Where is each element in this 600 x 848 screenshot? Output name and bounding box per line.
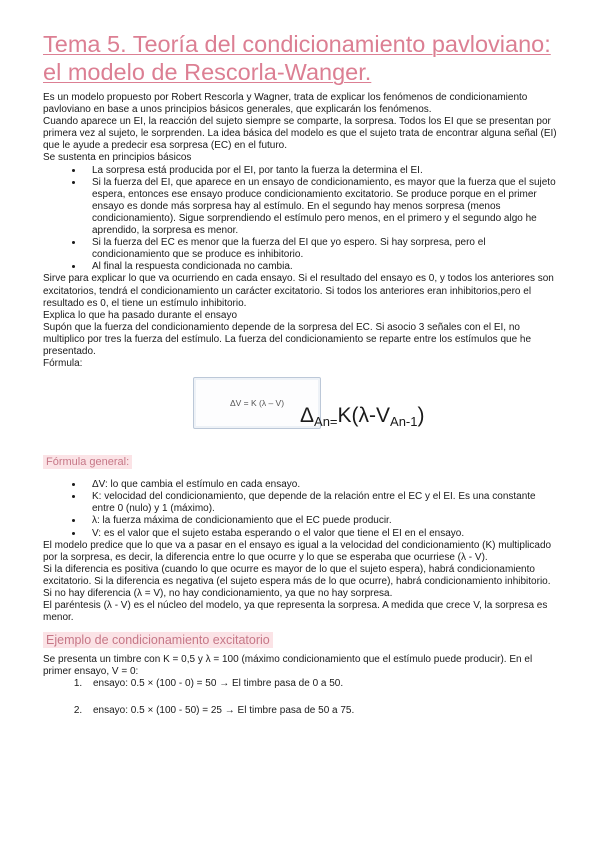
formula-expression <box>300 404 425 429</box>
formula-image-text: ΔV = K (λ – V) <box>229 398 285 409</box>
explanation-paragraph-3: El paréntesis (λ - V) es el núcleo del modelo, ya que representa la sorpresa. A medida que crece V, la sorpresa es menor. <box>43 600 548 624</box>
delta-subscript: An= <box>314 414 338 430</box>
intro-paragraph-1: Es un modelo propuesto por Robert Rescorla y Wagner, trata de explicar los fenómenos de condicionamiento pavloviano en base a unos principios básicos generales, que explicarán los fenómenos. <box>43 92 528 116</box>
page-title: Tema 5. Teoría del condicionamiento pavloviano: el modelo de Rescorla-Wanger. <box>43 31 551 85</box>
list-item: • La sorpresa está producida por el EI, por tanto la fuerza la determina el EI. <box>84 165 560 177</box>
formula-area <box>43 374 560 452</box>
formula-close: ) <box>417 404 425 428</box>
explanation-paragraph-1: El modelo predice que lo que va a pasar en el ensayo es igual a la velocidad del condicionamiento (K) multiplicado por la sorpresa, es decir, la diferencia entre lo que ocurre y lo que se esperaba que ocurriese (λ - V). <box>43 539 552 563</box>
list-item: • V: es el valor que el sujeto estaba esperando o el valor que tiene el EI en el ensayo. <box>84 528 560 540</box>
definitions-list <box>43 479 560 539</box>
list-item: 2. ensayo: 0.5 × (100 - 50) = 25 → El timbre pasa de 50 a 75. <box>85 705 560 717</box>
body-paragraph-3: Supón que la fuerza del condicionamiento depende de la sorpresa del EC. Si asocio 3 señales con el EI, no multiplico por tres la fuerza del estímulo. La fuerza del condicionamiento se reparte entre los estímulos que he presentado. <box>43 321 532 357</box>
example-intro: Se presenta un timbre con K = 0,5 y λ = 100 (máximo condicionamiento que el estímulo puede producir). En el primer ensayo, V = 0: <box>43 654 533 678</box>
trials-list <box>43 678 560 716</box>
list-item: • Si la fuerza del EI, que aparece en un ensayo de condicionamiento, es mayor que la fuerza que el sujeto espera, entonces ese ensayo produce condicionamiento excitatorio. Se produce porque en el primer ensayo es donde más sorpresa hay al estímulo. En el segundo hay menos sorpresa (menos condicionamiento). Sigue sorprendiendo el estímulo pero menos, en el primero y el segundo algo he aprendido, la sorpresa es menor. <box>84 177 560 237</box>
list-item: • Si la fuerza del EC es menor que la fuerza del EI que yo espero. Si hay sorpresa, pero el condicionamiento que se produce es inhibitorio. <box>84 237 560 261</box>
formula-subscript: An-1 <box>390 414 418 430</box>
list-item: • Al final la respuesta condicionada no cambia. <box>84 261 560 273</box>
list-item: • K: velocidad del condicionamiento, que depende de la relación entre el EC y el EI. Es una constante entre 0 (nulo) y 1 (máximo). <box>84 491 560 515</box>
formula-general-heading: Fórmula general: <box>43 455 132 469</box>
list-item: 1. ensayo: 0.5 × (100 - 0) = 50 → El timbre pasa de 0 a 50. <box>85 678 560 690</box>
principles-list <box>43 165 560 274</box>
body-paragraph-1: Sirve para explicar lo que va ocurriendo en cada ensayo. Si el resultado del ensayo es 0, y todos los anteriores son excitatorios, tendrá el condicionamiento un carácter excitatorio. Si todos los anteriores eran inhibitorios,pero el resultado es 0, el tiene un estímulo inhibitorio. <box>43 273 554 309</box>
explanation-paragraph-2: Si la diferencia es positiva (cuando lo que ocurre es mayor de lo que el sujeto espera), habrá condicionamiento excitatorio. Si la diferencia es negativa (el sujeto espera más de lo que ocurre), habrá condicionamiento inhibitorio. Si no hay diferencia (λ = V), no hay condicionamiento, ya que no hay sorpresa. <box>43 563 551 599</box>
example-heading: Ejemplo de condicionamiento excitatorio <box>43 632 273 648</box>
list-item: • ΔV: lo que cambia el estímulo en cada ensayo. <box>84 479 560 491</box>
list-item: • λ: la fuerza máxima de condicionamiento que el EC puede producir. <box>84 515 560 527</box>
formula-label: Fórmula: <box>43 358 83 370</box>
intro-paragraph-2: Cuando aparece un EI, la reacción del sujeto siempre se comparte, la sorpresa. Todos los EI que se presentan por primera vez al sujeto, le sorprenden. La idea básica del modelo es que el sujeto trata de encontrar alguna señal (EI) que le ayude a predecir esa sorpresa (EC) en el futuro. <box>43 116 557 152</box>
body-paragraph-2: Explica lo que ha pasado durante el ensayo <box>43 309 238 321</box>
delta-symbol: Δ <box>300 404 315 428</box>
formula-main: K(λ-V <box>337 404 391 428</box>
intro-paragraph-3: Se sustenta en principios básicos <box>43 152 192 164</box>
